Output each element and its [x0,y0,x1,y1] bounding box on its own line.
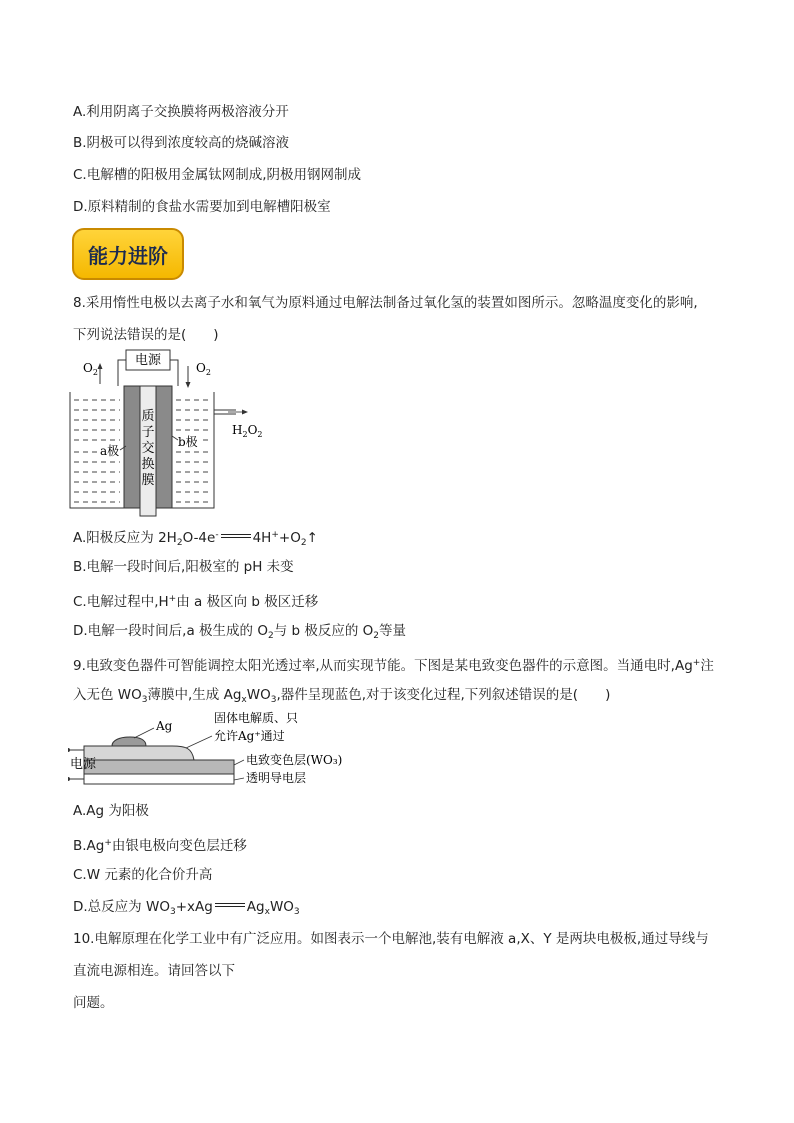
q9-ag-label: Ag [156,719,173,733]
q10-stem-line2: 直流电源相连。请回答以下 [73,963,235,979]
section-badge: 能力进阶 [72,228,184,280]
q8-electrode-a-label: a极 [100,444,120,458]
q8-o2-left: $O_2$ [83,361,98,377]
q9-option-d: D.总反应为 $WO_3+xAg$ $Ag_xWO_3$ [73,899,300,917]
q9-layer-label: 电致变色层(WO₃) [246,753,343,767]
q8-stem-line1: 8.采用惰性电极以去离子水和氧气为原料通过电解法制备过氧化氢的装置如图所示。忽略温度变化的影响, [73,295,698,311]
q8-power-label: 电源 [134,353,162,368]
q8-membrane-char-3: 交 [141,441,155,456]
q10-stem-line1: 10.电解原理在化学工业中有广泛应用。如图表示一个电解池,装有电解液 a,X、Y 是两块电极板,通过导线与 [73,931,709,947]
q7-option-c: C.电解槽的阳极用金属钛网制成,阴极用钢网制成 [73,167,362,183]
q8-h2o2-label: $H_2O_2$ [232,423,263,439]
q8-membrane-char-2: 子 [141,425,155,440]
q9-power-label: 电源 [70,757,97,772]
q9-stem-line1: 9.电致变色器件可智能调控太阳光透过率,从而实现节能。下图是某电致变色器件的示意图。当通电时,Ag+注 [73,658,714,674]
q8-stem-line2: 下列说法错误的是( ) [73,327,219,343]
q8-membrane-char-4: 换 [141,457,155,472]
q8-membrane-char-1: 质 [141,409,155,424]
q8-option-c: C.电解过程中,H+由 a 极区向 b 极区迁移 [73,594,319,610]
q8-o2-right: $O_2$ [196,361,211,377]
q9-stem-line2: 入无色 $WO_3$薄膜中,生成 $Ag_xWO_3$,器件呈现蓝色,对于该变化过程,下列叙述错误的是( ) [73,687,611,705]
q7-option-b: B.阴极可以得到浓度较高的烧碱溶液 [73,135,290,151]
q7-option-d: D.原料精制的食盐水需要加到电解槽阳极室 [73,199,331,215]
q9-conductor-label: 透明导电层 [246,771,307,785]
q9-option-b: B.Ag+由银电极向变色层迁移 [73,838,247,854]
q7-option-a: A.利用阴离子交换膜将两极溶液分开 [73,104,289,120]
q8-membrane-char-5: 膜 [141,473,155,488]
q9-electrochromic-figure [68,710,358,796]
q8-option-b: B.电解一段时间后,阳极室的 pH 未变 [73,559,294,575]
q8-electrolysis-figure [68,348,278,518]
q8-option-d: D.电解一段时间后,a 极生成的 $O_2$与 b 极反应的 $O_2$等量 [73,623,407,641]
q8-option-a: A.阳极反应为 $2H_2O-4e^-$ $4H^++O_2↑$ [73,530,318,548]
q8-electrode-b-label: b极 [178,435,198,449]
q10-stem-line3: 问题。 [73,995,114,1011]
q9-option-a: A.Ag 为阳极 [73,803,149,819]
q9-option-c: C.W 元素的化合价升高 [73,867,213,883]
q9-electrolyte-label-2: 允许Ag⁺通过 [214,729,285,743]
q9-electrolyte-label-1: 固体电解质、只 [214,711,299,725]
